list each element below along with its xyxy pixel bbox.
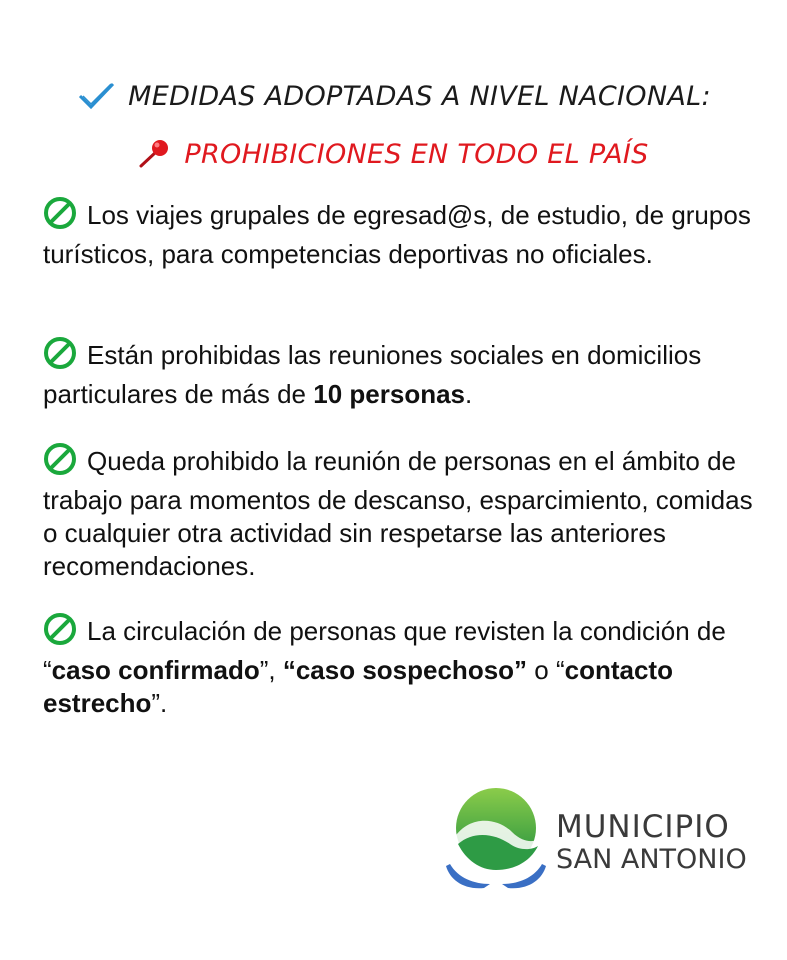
logo-line-1: MUNICIPIO <box>556 809 730 845</box>
prohibition-item <box>43 442 763 583</box>
prohibition-item <box>43 196 763 271</box>
prohibition-text: ”, <box>259 655 283 685</box>
pushpin-icon <box>138 139 172 169</box>
prohibited-icon <box>43 612 77 654</box>
check-mark-icon <box>76 80 116 112</box>
prohibited-icon <box>43 442 77 484</box>
prohibition-emphasis: caso confirmado <box>51 655 260 685</box>
prohibition-emphasis: 10 personas <box>313 379 465 409</box>
logo-line-2: SAN ANTONIO <box>556 844 747 875</box>
prohibition-text: La circulación de personas que revisten la condición de “ <box>43 616 726 685</box>
municipality-logo <box>440 780 760 900</box>
header-subtitle-text: PROHIBICIONES EN TODO EL PAÍS <box>184 138 649 170</box>
prohibited-icon <box>43 196 77 238</box>
prohibition-text-end: ”. <box>151 688 168 718</box>
prohibition-emphasis: “caso sospechoso” <box>282 655 528 685</box>
prohibition-item <box>43 336 763 411</box>
header-subtitle <box>0 132 787 176</box>
prohibition-text: Los viajes grupales de egresad@s, de estudio, de grupos turísticos, para competencias deportivas no oficiales. <box>43 200 751 269</box>
logo-wordmark <box>556 810 747 876</box>
prohibition-text: Queda prohibido la reunión de personas en el ámbito de trabajo para momentos de descanso, esparcimiento, comidas o cualquier otra actividad sin respetarse las anteriores recomendaciones. <box>43 446 753 581</box>
prohibition-emphasis: contacto estrecho <box>43 655 673 718</box>
municipality-emblem-icon <box>440 780 550 898</box>
prohibition-text: Están prohibidas las reuniones sociales en domicilios particulares de más de <box>43 340 702 409</box>
header-title <box>0 74 787 118</box>
prohibition-text-end: . <box>465 379 473 409</box>
header-title-text: MEDIDAS ADOPTADAS A NIVEL NACIONAL: <box>128 80 711 112</box>
prohibited-icon <box>43 336 77 378</box>
prohibition-item <box>43 612 763 720</box>
prohibition-text: o “ <box>527 655 565 685</box>
